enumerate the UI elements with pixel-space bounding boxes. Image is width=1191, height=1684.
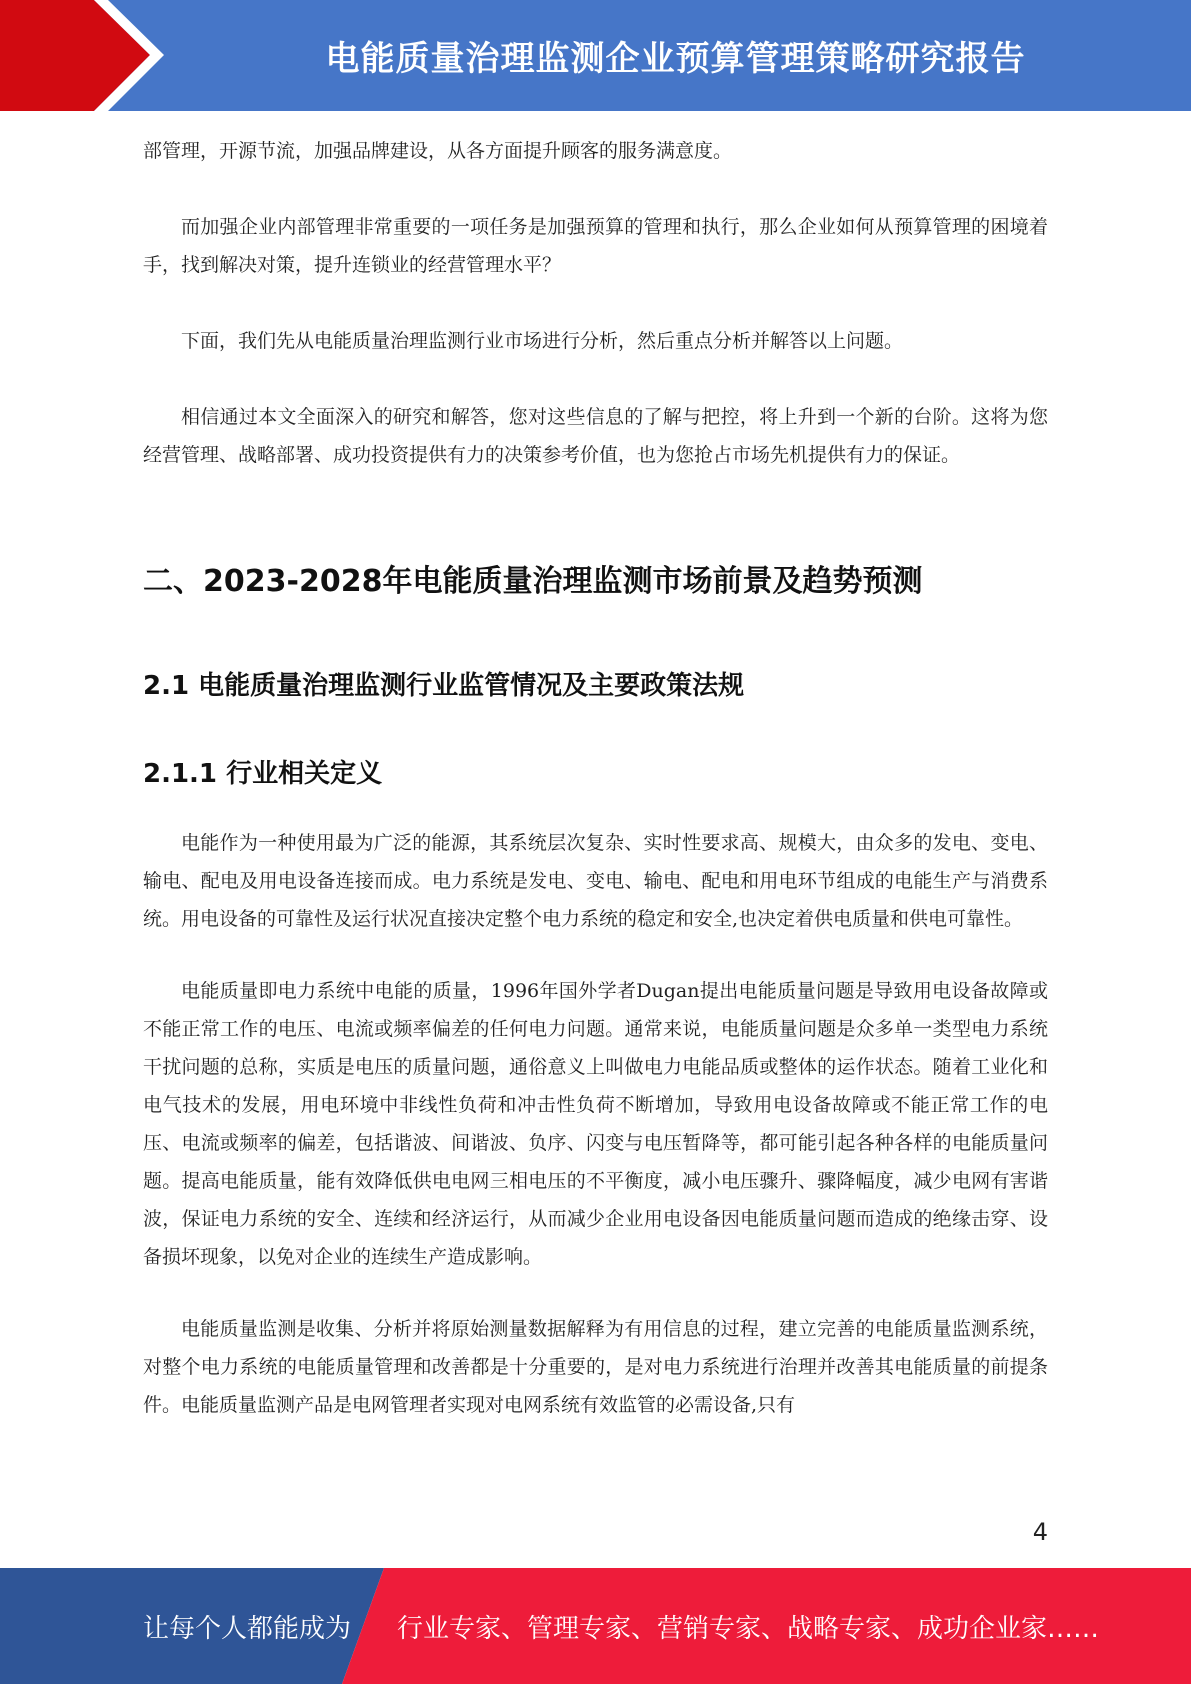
page-number: 4 (1032, 1518, 1048, 1546)
body-paragraph-2: 电能质量即电力系统中电能的质量，1996年国外学者Dugan提出电能质量问题是导致用电设备故障或不能正常工作的电压、电流或频率偏差的任何电力问题。通常来说，电能质量问题是众多单一类型电力系统干扰问题的总称，实质是电压的质量问题，通俗意义上叫做电力电能品质或整体的运作状态。随着工业化和电气技术的发展，用电环境中非线性负荷和冲击性负荷不断增加，导致用电设备故障或不能正常工作的电压、电流或频率的偏差，包括谐波、间谐波、负序、闪变与电压暂降等，都可能引起各种各样的电能质量问题。提高电能质量，能有效降低供电电网三相电压的不平衡度，减小电压骤升、骤降幅度，减少电网有害谐波，保证电力系统的安全、连续和经济运行，从而减少企业用电设备因电能质量问题而造成的绝缘击穿、设备损坏现象，以免对企业的连续生产造成影响。 (143, 980, 1048, 1268)
intro-paragraph-3: 下面，我们先从电能质量治理监测行业市场进行分析，然后重点分析并解答以上问题。 (181, 330, 904, 352)
chapter-heading: 二、2023-2028年电能质量治理监测市场前景及趋势预测 (143, 564, 923, 599)
intro-paragraph-4: 相信通过本文全面深入的研究和解答，您对这些信息的了解与把控，将上升到一个新的台阶。这将为您经营管理、战略部署、成功投资提供有力的决策参考价值，也为您抢占市场先机提供有力的保证。 (143, 406, 1048, 466)
footer-slogan-left: 让每个人都能成为 (143, 1613, 352, 1644)
section-heading: 2.1 电能质量治理监测行业监管情况及主要政策法规 (143, 671, 745, 701)
intro-section (143, 132, 1048, 474)
body-paragraph-3: 电能质量监测是收集、分析并将原始测量数据解释为有用信息的过程，建立完善的电能质量监测系统，对整个电力系统的电能质量管理和改善都是十分重要的，是对电力系统进行治理并改善其电能质量的前提条件。电能质量监测产品是电网管理者实现对电网系统有效监管的必需设备,只有 (143, 1318, 1048, 1416)
page-header (0, 0, 1191, 111)
page-footer (0, 1568, 1191, 1684)
footer-slogan-right: 行业专家、管理专家、营销专家、战略专家、成功企业家…… (397, 1613, 1100, 1644)
report-title: 电能质量治理监测企业预算管理策略研究报告 (325, 39, 1026, 79)
body-paragraph-1: 电能作为一种使用最为广泛的能源，其系统层次复杂、实时性要求高、规模大，由众多的发电、变电、输电、配电及用电设备连接而成。电力系统是发电、变电、输电、配电和用电环节组成的电能生产与消费系统。用电设备的可靠性及运行状况直接决定整个电力系统的稳定和安全,也决定着供电质量和供电可靠性。 (143, 832, 1048, 930)
intro-paragraph-2: 而加强企业内部管理非常重要的一项任务是加强预算的管理和执行，那么企业如何从预算管理的困境着手，找到解决对策，提升连锁业的经营管理水平？ (143, 216, 1048, 276)
intro-paragraph-1: 部管理，开源节流，加强品牌建设，从各方面提升顾客的服务满意度。 (143, 140, 733, 162)
body-section (143, 824, 1048, 1424)
subsection-heading: 2.1.1 行业相关定义 (143, 759, 383, 789)
